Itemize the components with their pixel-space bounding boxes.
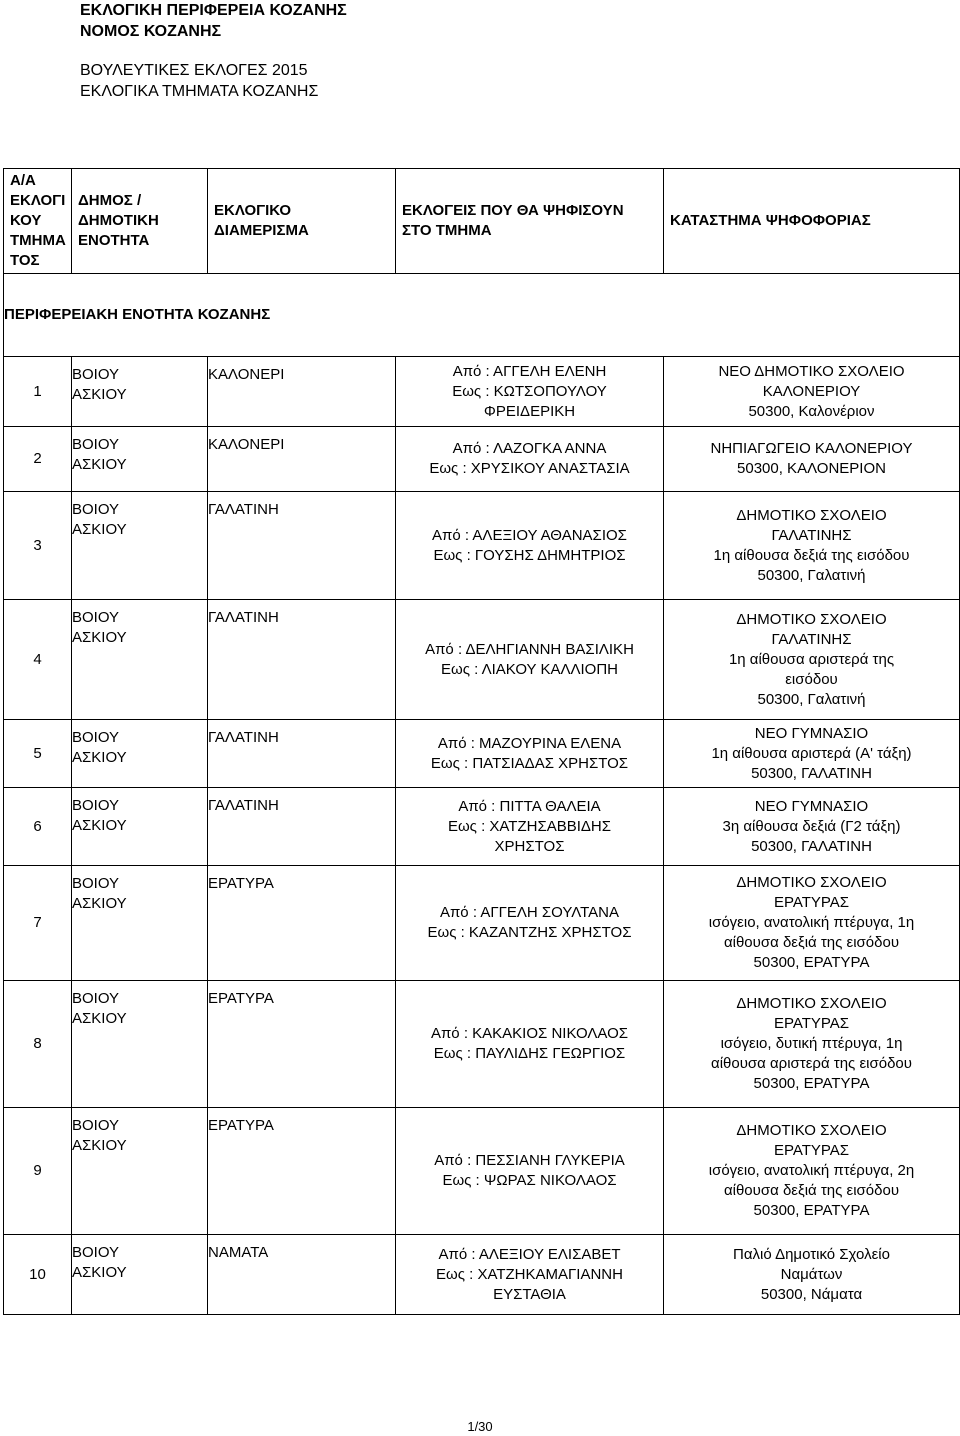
- row-municipality-line: ΒΟΙΟΥ: [72, 990, 120, 1007]
- row-number: 1: [4, 357, 72, 427]
- row-municipality-line: ΑΣΚΙΟΥ: [72, 817, 127, 834]
- row-polling-station: [664, 981, 960, 1108]
- row-voters: [396, 720, 664, 788]
- row-district: ΝΑΜΑΤΑ: [208, 1235, 396, 1315]
- row-polling-station-line: εισόδου: [785, 670, 838, 688]
- row-polling-station-line: αίθουσα δεξιά της εισόδου: [723, 934, 900, 951]
- col-header-district: ΕΚΛΟΓΙΚΟ ΔΙΑΜΕΡΙΣΜΑ: [208, 169, 396, 274]
- row-municipality: [72, 981, 208, 1108]
- row-municipality-line: ΑΣΚΙΟΥ: [72, 521, 127, 538]
- row-number: 5: [4, 720, 72, 788]
- row-voters-line: Εως : ΠΑΤΣΙΑΔΑΣ ΧΡΗΣΤΟΣ: [430, 754, 629, 772]
- table-row: [4, 981, 960, 1108]
- row-polling-station-line: ΓΑΛΑΤΙΝΗΣ: [771, 526, 852, 544]
- row-district: ΓΑΛΑΤΙΝΗ: [208, 600, 396, 720]
- row-municipality-line: ΒΟΙΟΥ: [72, 875, 120, 892]
- row-polling-station-line: 50300, Καλονέριον: [748, 402, 875, 420]
- row-voters-line: ΧΡΗΣΤΟΣ: [494, 837, 565, 855]
- row-polling-station-line: 1η αίθουσα αριστερά (Α' τάξη): [711, 744, 912, 762]
- row-voters: [396, 1108, 664, 1235]
- table-row: [4, 427, 960, 492]
- col-header-polling-station: ΚΑΤΑΣΤΗΜΑ ΨΗΦΟΦΟΡΙΑΣ: [664, 169, 960, 274]
- row-polling-station-line: 50300, ΕΡΑΤΥΡΑ: [753, 1202, 870, 1219]
- row-municipality: [72, 357, 208, 427]
- row-number: 10: [4, 1235, 72, 1315]
- rows-body: [4, 357, 960, 1315]
- header-line1: ΕΚΛΟΓΙΚΗ ΠΕΡΙΦΕΡΕΙΑ ΚΟΖΑΝΗΣ: [80, 2, 347, 19]
- col-header-aa: Α/Α ΕΚΛΟΓΙ ΚΟΥ ΤΜΗΜΑ ΤΟΣ: [4, 169, 72, 274]
- row-municipality-line: ΑΣΚΙΟΥ: [72, 1010, 127, 1027]
- row-polling-station-line: 50300, Γαλατινή: [757, 566, 866, 584]
- row-polling-station: [664, 788, 960, 866]
- row-polling-station-line: 50300, Γαλατινή: [757, 690, 866, 708]
- row-polling-station-line: ΔΗΜΟΤΙΚΟ ΣΧΟΛΕΙΟ: [736, 1122, 887, 1139]
- row-polling-station-line: ΔΗΜΟΤΙΚΟ ΣΧΟΛΕΙΟ: [736, 506, 887, 524]
- row-municipality-line: ΑΣΚΙΟΥ: [72, 1137, 127, 1154]
- row-voters-line: Εως : ΚΑΖΑΝΤΖΗΣ ΧΡΗΣΤΟΣ: [427, 924, 632, 941]
- header-line2: ΝΟΜΟΣ ΚΟΖΑΝΗΣ: [80, 23, 222, 40]
- row-voters: [396, 600, 664, 720]
- row-municipality-line: ΒΟΙΟΥ: [72, 1244, 120, 1261]
- row-voters-line: Εως : ΓΟΥΣΗΣ ΔΗΜΗΤΡΙΟΣ: [433, 546, 626, 564]
- row-voters-line: Από : ΑΓΓΕΛΗ ΕΛΕΝΗ: [452, 362, 607, 380]
- row-polling-station-line: ΝΗΠΙΑΓΩΓΕΙΟ ΚΑΛΟΝΕΡΙΟΥ: [710, 440, 913, 457]
- row-municipality: [72, 720, 208, 788]
- row-polling-station: [664, 1235, 960, 1315]
- row-voters-line: Από : ΔΕΛΗΓΙΑΝΝΗ ΒΑΣΙΛΙΚΗ: [425, 640, 634, 658]
- table-row: [4, 1108, 960, 1235]
- row-polling-station-line: ΕΡΑΤΥΡΑΣ: [773, 894, 850, 911]
- row-municipality-line: ΒΟΙΟΥ: [72, 1117, 120, 1134]
- row-municipality-line: ΒΟΙΟΥ: [72, 366, 120, 383]
- row-voters-line: ΦΡΕΙΔΕΡΙΚΗ: [483, 402, 576, 420]
- row-polling-station-line: ΚΑΛΟΝΕΡΙΟΥ: [762, 382, 861, 400]
- row-district: ΕΡΑΤΥΡΑ: [208, 981, 396, 1108]
- row-district: ΚΑΛΟΝΕΡΙ: [208, 357, 396, 427]
- row-voters-line: Εως : ΛΙΑΚΟΥ ΚΑΛΛΙΟΠΗ: [441, 660, 618, 678]
- row-municipality-line: ΑΣΚΙΟΥ: [72, 629, 127, 646]
- row-polling-station-line: 50300, ΓΑΛΑΤΙΝΗ: [751, 837, 872, 855]
- row-polling-station-line: 50300, ΕΡΑΤΥΡΑ: [753, 1075, 870, 1092]
- row-district: ΓΑΛΑΤΙΝΗ: [208, 788, 396, 866]
- row-municipality: [72, 492, 208, 600]
- row-polling-station-line: ΝΕΟ ΓΥΜΝΑΣΙΟ: [754, 724, 869, 742]
- row-voters: [396, 357, 664, 427]
- row-polling-station-line: ΔΗΜΟΤΙΚΟ ΣΧΟΛΕΙΟ: [736, 874, 887, 891]
- row-municipality: [72, 600, 208, 720]
- row-polling-station-line: 50300, ΕΡΑΤΥΡΑ: [753, 954, 870, 971]
- row-voters: [396, 1235, 664, 1315]
- row-polling-station: [664, 600, 960, 720]
- row-voters-line: ΕΥΣΤΑΘΙΑ: [493, 1285, 566, 1303]
- row-voters-line: Από : ΑΛΕΞΙΟΥ ΑΘΑΝΑΣΙΟΣ: [432, 526, 627, 544]
- row-voters-line: Από : ΜΑΖΟΥΡΙΝΑ ΕΛΕΝΑ: [437, 734, 622, 752]
- row-municipality: [72, 788, 208, 866]
- row-municipality-line: ΑΣΚΙΟΥ: [72, 1264, 127, 1281]
- row-polling-station: [664, 720, 960, 788]
- row-polling-station-line: 50300, ΚΑΛΟΝΕΡΙΟΝ: [737, 460, 886, 477]
- row-voters-line: Εως : ΧΑΤΖΗΣΑΒΒΙΔΗΣ: [447, 817, 612, 835]
- region-title: ΠΕΡΙΦΕΡΕΙΑΚΗ ΕΝΟΤΗΤΑ ΚΟΖΑΝΗΣ: [4, 274, 960, 357]
- table-row: [4, 357, 960, 427]
- row-municipality-line: ΑΣΚΙΟΥ: [72, 749, 127, 766]
- row-polling-station-line: ισόγειο, ανατολική πτέρυγα, 2η: [708, 1162, 915, 1179]
- row-voters: [396, 427, 664, 492]
- row-number: 8: [4, 981, 72, 1108]
- page-number: 1/30: [467, 1419, 493, 1434]
- row-voters: [396, 492, 664, 600]
- column-header-row: [4, 169, 960, 274]
- row-polling-station-line: αίθουσα δεξιά της εισόδου: [723, 1182, 900, 1199]
- row-polling-station-line: ΝΕΟ ΓΥΜΝΑΣΙΟ: [754, 797, 869, 815]
- row-municipality-line: ΑΣΚΙΟΥ: [72, 386, 127, 403]
- table-row: [4, 866, 960, 981]
- header-line3: ΒΟΥΛΕΥΤΙΚΕΣ ΕΚΛΟΓΕΣ 2015: [80, 62, 308, 79]
- row-polling-station-line: ισόγειο, ανατολική πτέρυγα, 1η: [708, 914, 915, 931]
- region-row: [4, 274, 960, 357]
- row-polling-station-line: ισόγειο, δυτική πτέρυγα, 1η: [720, 1035, 903, 1052]
- row-polling-station-line: ΔΗΜΟΤΙΚΟ ΣΧΟΛΕΙΟ: [736, 995, 887, 1012]
- col-header-voters: ΕΚΛΟΓΕΙΣ ΠΟΥ ΘΑ ΨΗΦΙΣΟΥΝ ΣΤΟ ΤΜΗΜΑ: [396, 169, 664, 274]
- row-voters: [396, 788, 664, 866]
- row-voters-line: Από : ΑΛΕΞΙΟΥ ΕΛΙΣΑΒΕΤ: [438, 1245, 621, 1263]
- row-polling-station-line: 50300, ΓΑΛΑΤΙΝΗ: [751, 764, 872, 782]
- document-header: [80, 0, 347, 102]
- row-municipality-line: ΒΟΙΟΥ: [72, 729, 120, 746]
- row-district: ΓΑΛΑΤΙΝΗ: [208, 492, 396, 600]
- row-voters-line: Από : ΠΕΣΣΙΑΝΗ ΓΛΥΚΕΡΙΑ: [434, 1152, 625, 1169]
- row-number: 3: [4, 492, 72, 600]
- row-polling-station-line: 3η αίθουσα δεξιά (Γ2 τάξη): [722, 817, 901, 835]
- row-municipality-line: ΑΣΚΙΟΥ: [72, 895, 127, 912]
- row-number: 4: [4, 600, 72, 720]
- row-polling-station-line: Ναμάτων: [780, 1265, 843, 1283]
- row-voters-line: Εως : ΚΩΤΣΟΠΟΥΛΟΥ: [452, 382, 607, 400]
- row-polling-station: [664, 357, 960, 427]
- polling-stations-table: [3, 168, 960, 1315]
- row-polling-station-line: αίθουσα αριστερά της εισόδου: [711, 1055, 912, 1072]
- row-municipality-line: ΑΣΚΙΟΥ: [72, 456, 127, 473]
- row-municipality-line: ΒΟΙΟΥ: [72, 797, 120, 814]
- row-voters-line: Εως : ΧΡΥΣΙΚΟΥ ΑΝΑΣΤΑΣΙΑ: [429, 460, 630, 477]
- row-municipality: [72, 427, 208, 492]
- row-polling-station: [664, 1108, 960, 1235]
- row-polling-station: [664, 866, 960, 981]
- table-row: [4, 1235, 960, 1315]
- row-polling-station-line: 1η αίθουσα αριστερά της: [728, 650, 895, 668]
- row-polling-station: [664, 427, 960, 492]
- row-polling-station-line: 50300, Νάματα: [760, 1285, 863, 1303]
- row-municipality-line: ΒΟΙΟΥ: [72, 609, 120, 626]
- row-municipality: [72, 1108, 208, 1235]
- row-district: ΕΡΑΤΥΡΑ: [208, 866, 396, 981]
- row-district: ΓΑΛΑΤΙΝΗ: [208, 720, 396, 788]
- row-number: 6: [4, 788, 72, 866]
- col-header-municipality: ΔΗΜΟΣ / ΔΗΜΟΤΙΚΗ ΕΝΟΤΗΤΑ: [72, 169, 208, 274]
- row-voters-line: Από : ΑΓΓΕΛΗ ΣΟΥΛΤΑΝΑ: [439, 904, 620, 921]
- row-voters-line: Εως : ΠΑΥΛΙΔΗΣ ΓΕΩΡΓΙΟΣ: [433, 1045, 626, 1062]
- row-municipality: [72, 1235, 208, 1315]
- table-row: [4, 600, 960, 720]
- table-row: [4, 720, 960, 788]
- row-district: ΕΡΑΤΥΡΑ: [208, 1108, 396, 1235]
- row-number: 7: [4, 866, 72, 981]
- row-municipality-line: ΒΟΙΟΥ: [72, 501, 120, 518]
- row-polling-station: [664, 492, 960, 600]
- row-municipality: [72, 866, 208, 981]
- table-row: [4, 492, 960, 600]
- row-voters-line: Από : ΚΑΚΑΚΙΟΣ ΝΙΚΟΛΑΟΣ: [430, 1025, 629, 1042]
- row-polling-station-line: ΝΕΟ ΔΗΜΟΤΙΚΟ ΣΧΟΛΕΙΟ: [718, 362, 905, 380]
- row-voters: [396, 981, 664, 1108]
- row-polling-station-line: ΕΡΑΤΥΡΑΣ: [773, 1015, 850, 1032]
- row-municipality-line: ΒΟΙΟΥ: [72, 436, 120, 453]
- row-voters-line: Εως : ΨΩΡΑΣ ΝΙΚΟΛΑΟΣ: [442, 1172, 617, 1189]
- row-voters: [396, 866, 664, 981]
- table-row: [4, 788, 960, 866]
- row-voters-line: Από : ΛΑΖΟΓΚΑ ΑΝΝΑ: [452, 440, 607, 457]
- header-line4: ΕΚΛΟΓΙΚΑ ΤΜΗΜΑΤΑ ΚΟΖΑΝΗΣ: [80, 83, 319, 100]
- row-district: ΚΑΛΟΝΕΡΙ: [208, 427, 396, 492]
- row-number: 9: [4, 1108, 72, 1235]
- row-polling-station-line: ΓΑΛΑΤΙΝΗΣ: [771, 630, 852, 648]
- row-voters-line: Από : ΠΙΤΤΑ ΘΑΛΕΙΑ: [458, 797, 601, 815]
- row-number: 2: [4, 427, 72, 492]
- row-polling-station-line: ΔΗΜΟΤΙΚΟ ΣΧΟΛΕΙΟ: [736, 610, 887, 628]
- row-polling-station-line: Παλιό Δημοτικό Σχολείο: [733, 1245, 890, 1263]
- row-polling-station-line: ΕΡΑΤΥΡΑΣ: [773, 1142, 850, 1159]
- row-voters-line: Εως : ΧΑΤΖΗΚΑΜΑΓΙΑΝΝΗ: [436, 1265, 623, 1283]
- row-polling-station-line: 1η αίθουσα δεξιά της εισόδου: [713, 546, 910, 564]
